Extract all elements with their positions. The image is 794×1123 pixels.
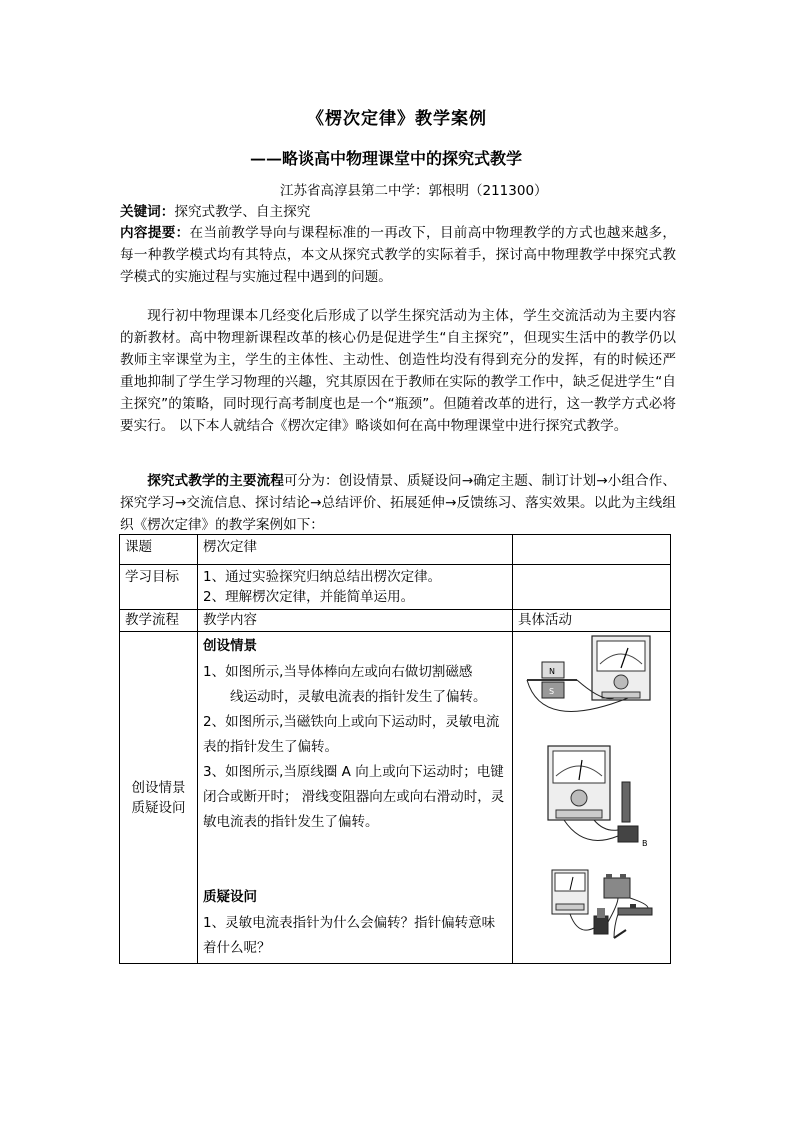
table-header-row <box>120 610 671 632</box>
content-cell <box>198 632 513 964</box>
document-title: 《楞次定律》教学案例 <box>307 109 487 129</box>
column-header: 具体活动 <box>513 610 671 632</box>
content-item: 线运动时，灵敏电流表的指针发生了偏转。 <box>230 689 487 705</box>
column-header: 教学内容 <box>198 610 513 632</box>
process-paragraph <box>120 470 676 536</box>
author-line: 江苏省高淳县第二中学：郭根明（211300） <box>280 183 548 199</box>
goal-line: 2、理解楞次定律，并能简单运用。 <box>203 589 415 605</box>
goal-line: 1、通过实验探究归纳总结出楞次定律。 <box>203 569 442 585</box>
process-text: 可分为：创设情景、质疑设问→确定主题、制订计划→小组合作、探究学习→交流信息、探讨结论→总结评价、拓展延伸→反馈练习、落实效果。以此为主线组织《楞次定律》的教学案例如下： <box>120 473 677 533</box>
keywords-label: 关键词： <box>120 204 175 220</box>
phase-label: 质疑设问 <box>131 799 186 816</box>
magnet-label-s: S <box>549 687 555 696</box>
phase-cell <box>120 632 198 964</box>
content-item: 1、如图所示,当导体棒向左或向右做切割磁感 <box>203 664 473 680</box>
content-item: 1、灵敏电流表指针为什么会偏转？指针偏转意味着什么呢？ <box>203 915 496 956</box>
abstract-text: 在当前教学导向与课程标准的一再改下，目前高中物理教学的方式也越来越多，每一种教学模式均有其特点，本文从探究式教学的实际着手，探讨高中物理教学中探究式教学模式的实施过程与实施过程中遇到的问题。 <box>120 225 677 285</box>
section-heading: 质疑设问 <box>203 889 257 905</box>
phase-label: 创设情景 <box>131 779 186 796</box>
coil-label-b: B <box>642 839 648 848</box>
table-cell <box>198 565 513 610</box>
abstract-label: 内容提要： <box>120 225 190 241</box>
keywords-line <box>120 201 676 223</box>
galvanometer-circuit-figure <box>548 864 660 950</box>
galvanometer-magnet-figure <box>544 742 652 854</box>
content-item: 3、如图所示,当原线圈 A 向上或向下运动时；电键闭合或断开时； 滑线变阻器向左或向右滑动时，灵敏电流表的指针发生了偏转。 <box>203 764 505 830</box>
abstract-paragraph <box>120 222 676 288</box>
table-cell: 楞次定律 <box>198 535 513 565</box>
table-cell <box>513 535 671 565</box>
table-cell <box>513 565 671 610</box>
table-cell: 学习目标 <box>120 565 198 610</box>
keywords-text: 探究式教学、自主探究 <box>174 204 311 220</box>
content-item: 2、如图所示,当磁铁向上或向下运动时，灵敏电流表的指针发生了偏转。 <box>203 714 500 755</box>
table-row <box>120 565 671 610</box>
magnet-label-n: N <box>549 667 555 676</box>
section-heading: 创设情景 <box>203 638 257 654</box>
document-subtitle: ——略谈高中物理课堂中的探究式教学 <box>250 149 523 168</box>
table-row <box>120 535 671 565</box>
column-header: 教学流程 <box>120 610 198 632</box>
table-cell: 课题 <box>120 535 198 565</box>
process-label: 探究式教学的主要流程 <box>147 473 284 489</box>
galvanometer-rod-figure <box>522 632 662 736</box>
intro-paragraph: 现行初中物理课本几经变化后形成了以学生探究活动为主体，学生交流活动为主要内容的新教材。高中物理新课程改革的核心仍是促进学生“自主探究”，但现实生活中的教学仍以教师主宰课堂为主，学生的主体性、主动性、创造性均没有得到充分的发挥，有的时候还严重地抑制了学生学习物理的兴趣，究其原因在于教师在实际的教学工作中，缺乏促进学生“自主探究”的策略，同时现行高考制度也是一个“瓶颈”。但随着改革的进行，这一教学方式必将要实行。 以下本人就结合《楞次定律》略谈如何在高中物理课堂中进行探究式教学。 <box>120 308 676 434</box>
